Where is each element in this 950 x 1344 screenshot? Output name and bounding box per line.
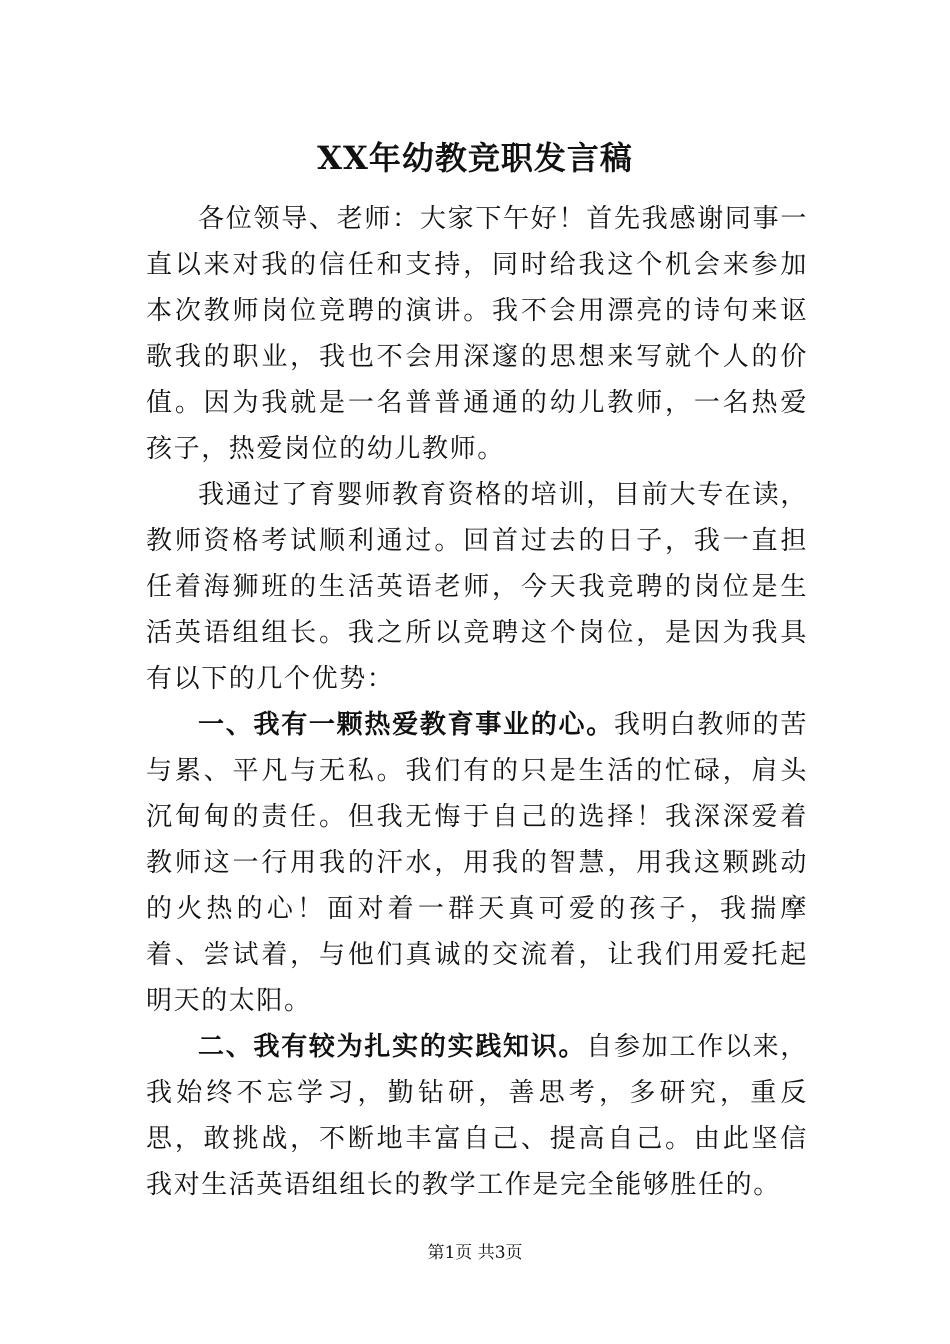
page-number-footer: 第1页 共3页	[427, 1243, 523, 1263]
paragraph-text: 各位领导、老师：大家下午好！首先我感谢同事一直以来对我的信任和支持，同时给我这个机会来参加本次教师岗位竞聘的演讲。我不会用漂亮的诗句来讴歌我的职业，我也不会用深邃的思想来写就个人的价值。因为我就是一名普普通通的幼儿教师，一名热爱孩子，热爱岗位的幼儿教师。	[146, 204, 808, 464]
paragraph-background	[146, 472, 808, 702]
paragraph-lead: 二、我有较为扎实的实践知识。	[198, 1032, 587, 1062]
paragraph-greeting	[146, 196, 808, 472]
paragraph-advantage-two	[146, 1024, 808, 1208]
paragraph-text: 我通过了育婴师教育资格的培训，目前大专在读，教师资格考试顺利通过。回首过去的日子，我一直担任着海狮班的生活英语老师，今天我竞聘的岗位是生活英语组组长。我之所以竞聘这个岗位，是因为我具有以下的几个优势：	[146, 480, 808, 694]
document-body	[146, 196, 808, 1208]
paragraph-text: 自参加工作以来，我始终不忘学习，勤钻研，善思考，多研究，重反思，敢挑战，不断地丰富自己、提高自己。由此坚信我对生活英语组组长的教学工作是完全能够胜任的。	[146, 1032, 808, 1200]
paragraph-text: 我明白教师的苦与累、平凡与无私。我们有的只是生活的忙碌，肩头沉甸甸的责任。但我无悔于自己的选择！我深深爱着教师这一行用我的汗水，用我的智慧，用我这颗跳动的火热的心！面对着一群天真可爱的孩子，我揣摩着、尝试着，与他们真诚的交流着，让我们用爱托起明天的太阳。	[146, 710, 808, 1016]
paragraph-advantage-one	[146, 702, 808, 1024]
paragraph-lead: 一、我有一颗热爱教育事业的心。	[198, 710, 614, 740]
document-title: XX年幼教竞职发言稿	[317, 139, 633, 177]
